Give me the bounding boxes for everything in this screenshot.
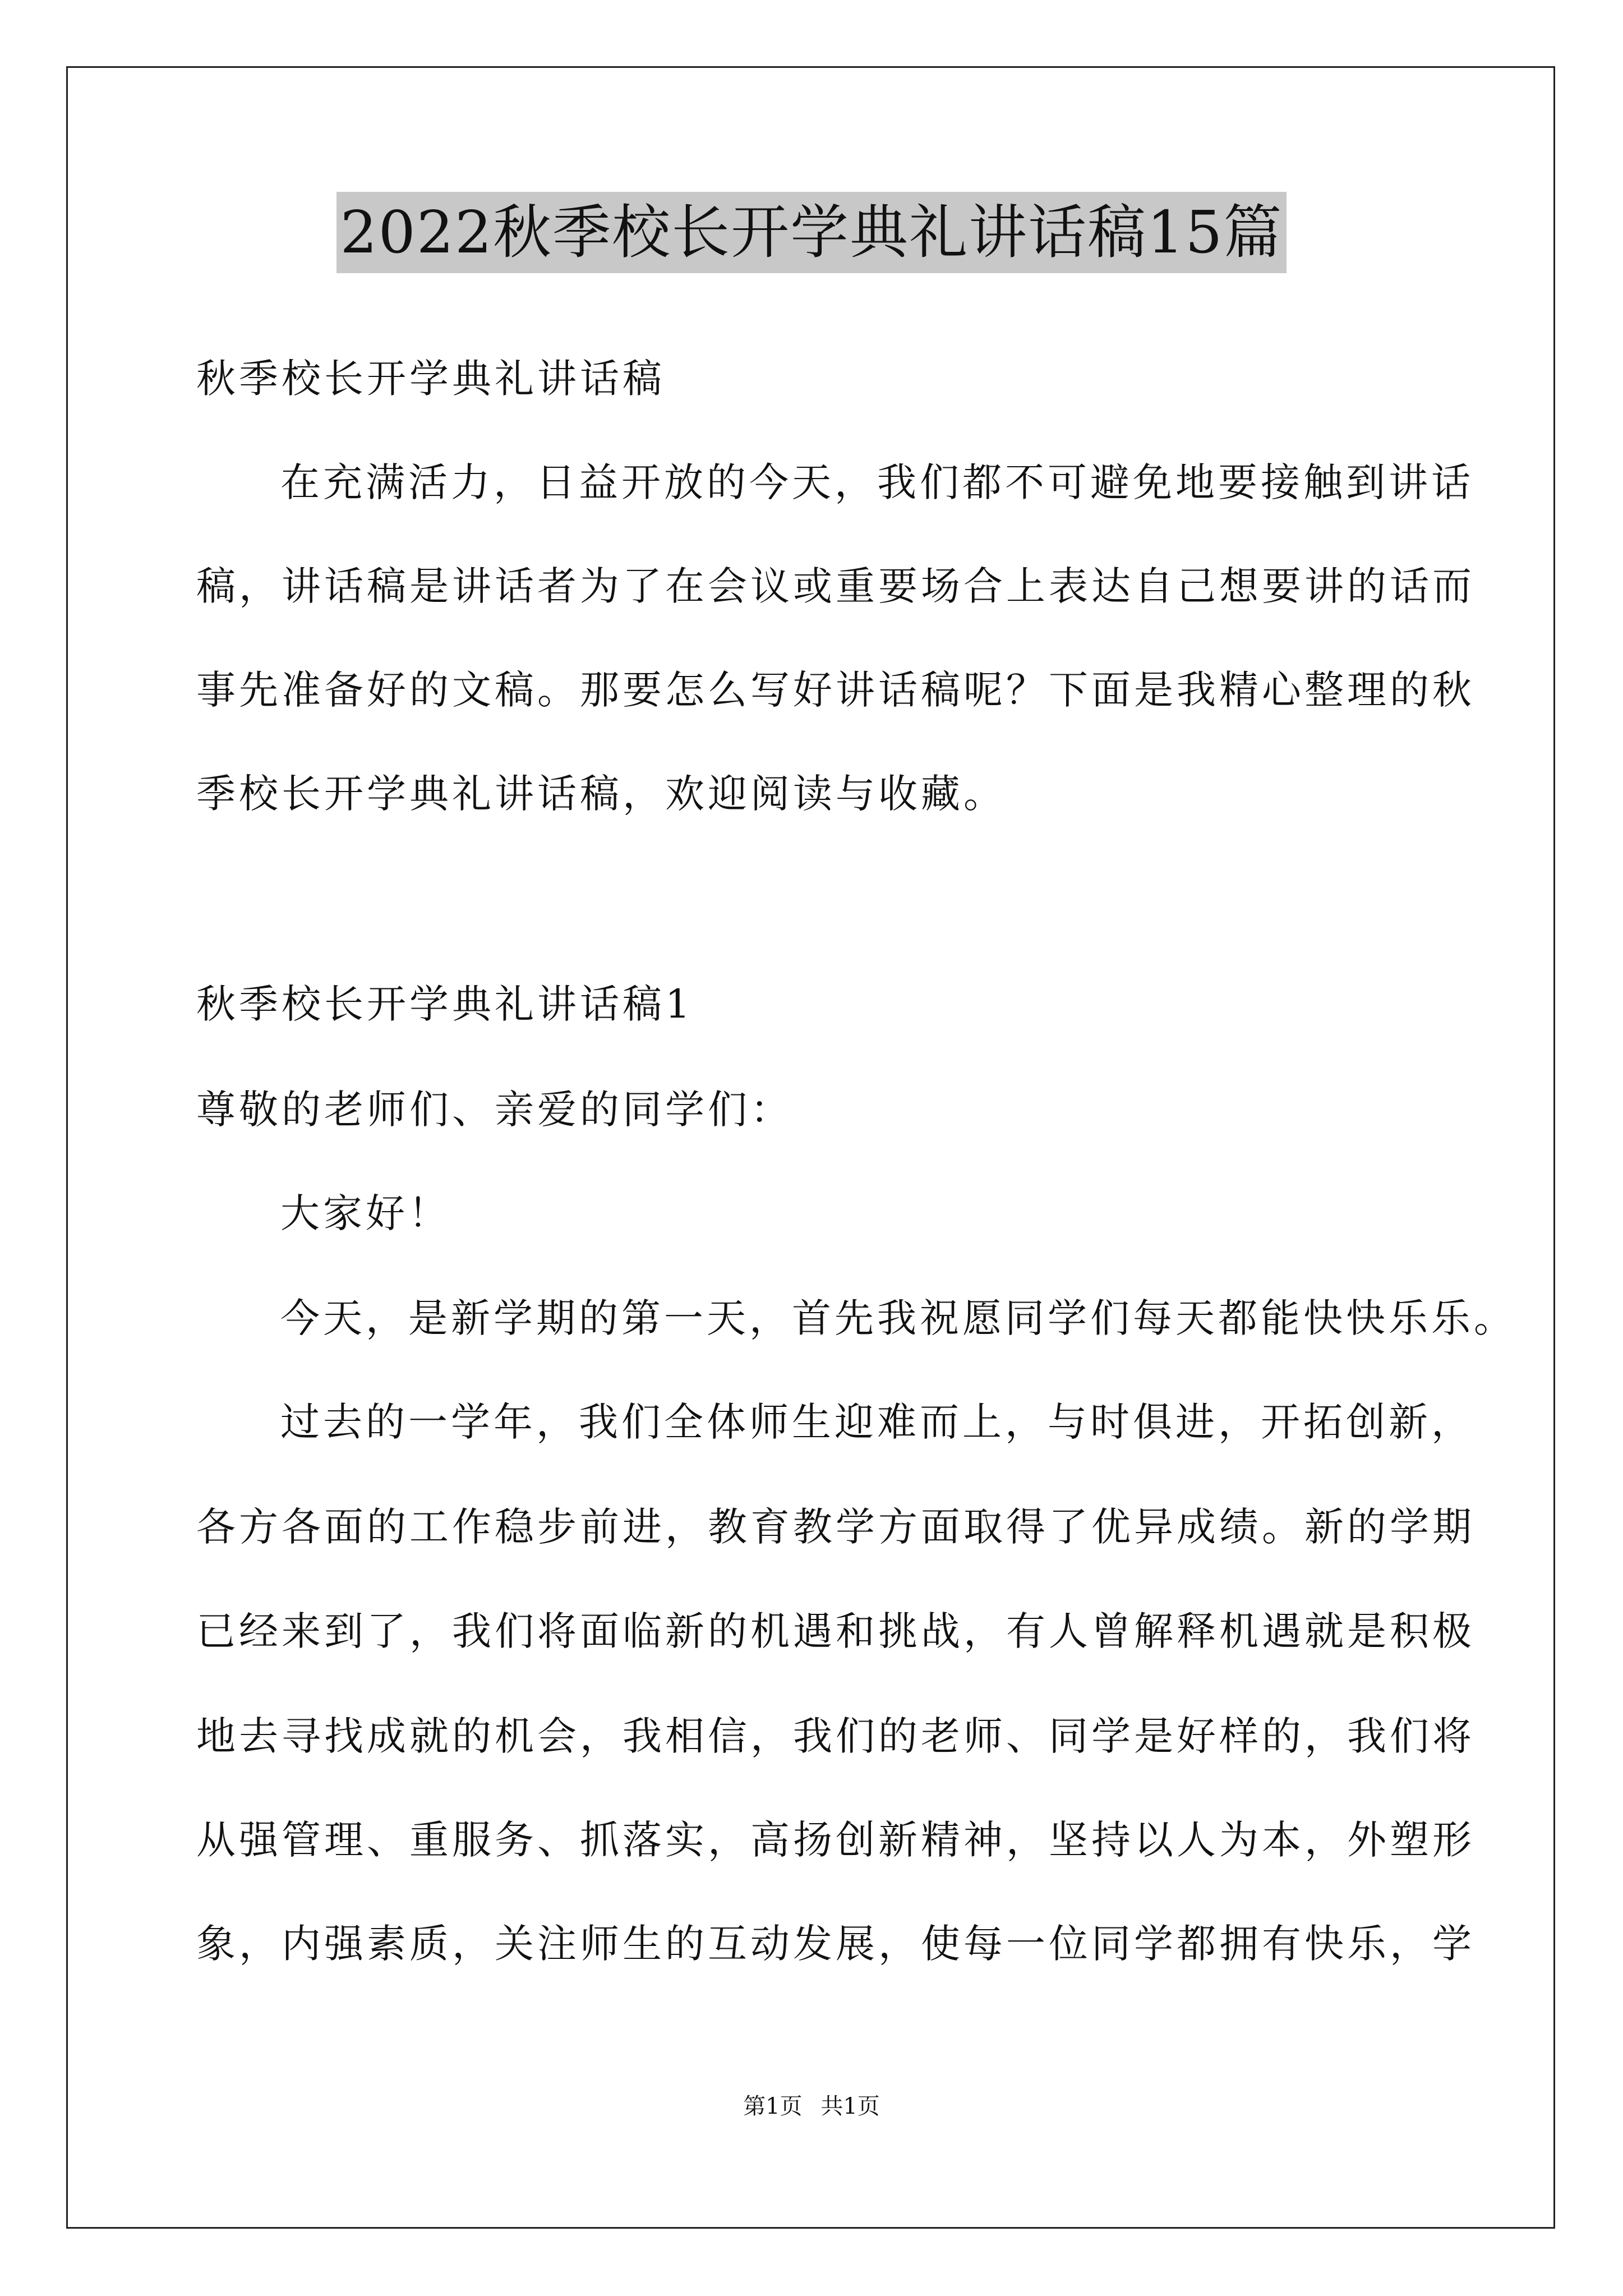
paragraph-line: 地去寻找成就的机会，我相信，我们的老师、同学是好样的，我们将 bbox=[196, 1713, 1475, 1759]
paragraph-line: 已经来到了，我们将面临新的机遇和挑战，有人曾解释机遇就是积极 bbox=[196, 1608, 1475, 1654]
paragraph-line: 各方各面的工作稳步前进，教育教学方面取得了优异成绩。新的学期 bbox=[196, 1504, 1475, 1550]
salutation-line: 尊敬的老师们、亲爱的同学们： bbox=[196, 1087, 793, 1133]
paragraph-line: 季校长开学典礼讲话稿，欢迎阅读与收藏。 bbox=[196, 771, 1006, 817]
document-title: 2022秋季校长开学典礼讲话稿15篇 bbox=[336, 192, 1286, 273]
paragraph-line: 过去的一学年，我们全体师生迎难而上，与时俱进，开拓创新， bbox=[280, 1399, 1474, 1445]
title-block bbox=[0, 192, 1623, 273]
paragraph-line: 事先准备好的文稿。那要怎么写好讲话稿呢？下面是我精心整理的秋 bbox=[196, 667, 1475, 713]
greeting-line: 大家好！ bbox=[280, 1190, 451, 1236]
paragraph-line: 从强管理、重服务、抓落实，高扬创新精神，坚持以人为本，外塑形 bbox=[196, 1817, 1475, 1863]
page-footer bbox=[0, 2090, 1623, 2123]
subtitle-line: 秋季校长开学典礼讲话稿 bbox=[196, 356, 665, 402]
paragraph-line: 今天，是新学期的第一天，首先我祝愿同学们每天都能快快乐乐。 bbox=[280, 1295, 1516, 1341]
paragraph-line: 象，内强素质，关注师生的互动发展，使每一位同学都拥有快乐，学 bbox=[196, 1921, 1475, 1967]
paragraph-line: 稿，讲话稿是讲话者为了在会议或重要场合上表达自己想要讲的话而 bbox=[196, 563, 1475, 609]
page-number-current: 第1页 bbox=[743, 2093, 803, 2119]
section-heading: 秋季校长开学典礼讲话稿1 bbox=[196, 981, 694, 1027]
page-number-total: 共1页 bbox=[820, 2093, 880, 2119]
paragraph-line: 在充满活力，日益开放的今天，我们都不可避免地要接触到讲话 bbox=[280, 459, 1474, 505]
